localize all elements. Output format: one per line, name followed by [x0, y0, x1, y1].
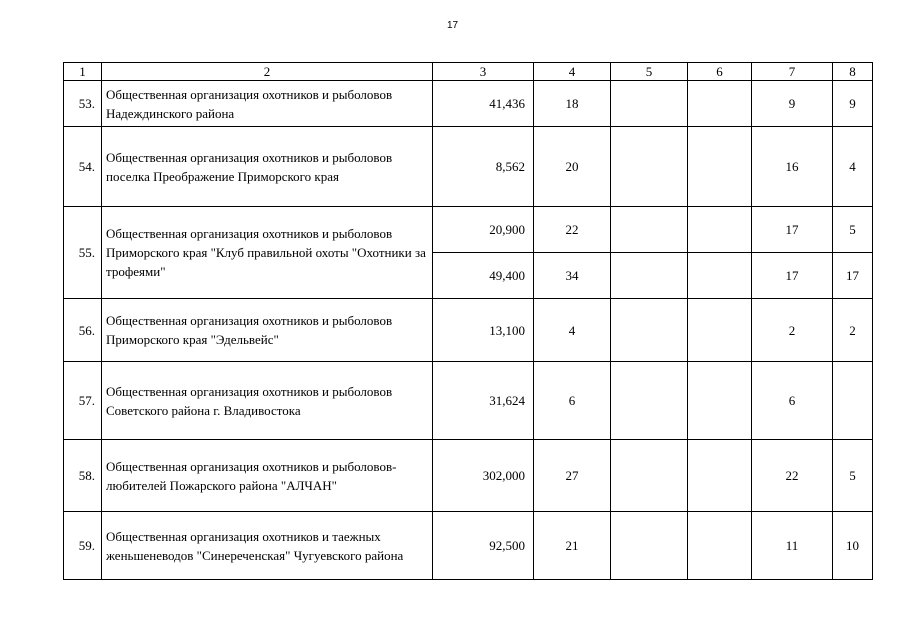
cell-col-7: 2 [752, 299, 833, 362]
cell-col-6 [688, 81, 752, 127]
cell-col-7: 17 [752, 207, 833, 253]
header-cell: 2 [102, 63, 433, 81]
cell-col-3: 302,000 [433, 440, 534, 512]
cell-col-4: 22 [534, 207, 611, 253]
header-cell: 1 [64, 63, 102, 81]
organization-name: Общественная организация охотников и рыболовов Приморского края "Клуб правильной охоты "Охотники за трофеями" [102, 207, 433, 299]
cell-col-4: 27 [534, 440, 611, 512]
organization-name: Общественная организация охотников и рыболовов Советского района г. Владивостока [102, 362, 433, 440]
cell-col-3: 31,624 [433, 362, 534, 440]
cell-col-5 [611, 253, 688, 299]
cell-col-3: 92,500 [433, 512, 534, 580]
cell-col-3: 49,400 [433, 253, 534, 299]
cell-col-6 [688, 440, 752, 512]
row-number: 55. [64, 207, 102, 299]
cell-col-4: 20 [534, 127, 611, 207]
cell-col-5 [611, 440, 688, 512]
cell-col-7: 9 [752, 81, 833, 127]
cell-col-4: 34 [534, 253, 611, 299]
cell-col-5 [611, 512, 688, 580]
cell-col-7: 17 [752, 253, 833, 299]
cell-col-8: 9 [833, 81, 873, 127]
row-number: 56. [64, 299, 102, 362]
table-row [64, 512, 873, 580]
cell-col-7: 16 [752, 127, 833, 207]
cell-col-7: 22 [752, 440, 833, 512]
cell-col-6 [688, 127, 752, 207]
cell-col-3: 8,562 [433, 127, 534, 207]
header-cell: 8 [833, 63, 873, 81]
cell-col-3: 41,436 [433, 81, 534, 127]
cell-col-8: 5 [833, 440, 873, 512]
row-number: 54. [64, 127, 102, 207]
cell-col-8: 5 [833, 207, 873, 253]
organizations-table [63, 62, 873, 580]
table-row [64, 127, 873, 207]
cell-col-8: 10 [833, 512, 873, 580]
header-cell: 5 [611, 63, 688, 81]
cell-col-5 [611, 207, 688, 253]
header-cell: 3 [433, 63, 534, 81]
header-cell: 7 [752, 63, 833, 81]
cell-col-5 [611, 81, 688, 127]
cell-col-3: 20,900 [433, 207, 534, 253]
organization-name: Общественная организация охотников и таежных женьшеневодов "Синереченская" Чугуевского района [102, 512, 433, 580]
table-row [64, 440, 873, 512]
cell-col-8: 4 [833, 127, 873, 207]
cell-col-7: 11 [752, 512, 833, 580]
cell-col-4: 6 [534, 362, 611, 440]
row-number: 53. [64, 81, 102, 127]
cell-col-8 [833, 362, 873, 440]
organization-name: Общественная организация охотников и рыболовов поселка Преображение Приморского края [102, 127, 433, 207]
row-number: 59. [64, 512, 102, 580]
table-row [64, 207, 873, 253]
organization-name: Общественная организация охотников и рыболовов Приморского края "Эдельвейс" [102, 299, 433, 362]
organization-name: Общественная организация охотников и рыболовов-любителей Пожарского района "АЛЧАН" [102, 440, 433, 512]
cell-col-4: 4 [534, 299, 611, 362]
row-number: 58. [64, 440, 102, 512]
cell-col-3: 13,100 [433, 299, 534, 362]
header-cell: 6 [688, 63, 752, 81]
table-row [64, 81, 873, 127]
cell-col-8: 2 [833, 299, 873, 362]
cell-col-6 [688, 512, 752, 580]
table-row [64, 299, 873, 362]
column-number-row [64, 63, 873, 81]
cell-col-4: 21 [534, 512, 611, 580]
cell-col-4: 18 [534, 81, 611, 127]
cell-col-5 [611, 127, 688, 207]
cell-col-7: 6 [752, 362, 833, 440]
cell-col-6 [688, 299, 752, 362]
header-cell: 4 [534, 63, 611, 81]
page-number: 17 [446, 20, 459, 31]
cell-col-5 [611, 362, 688, 440]
organization-name: Общественная организация охотников и рыболовов Надеждинского района [102, 81, 433, 127]
cell-col-6 [688, 362, 752, 440]
table-row [64, 362, 873, 440]
cell-col-6 [688, 207, 752, 253]
cell-col-5 [611, 299, 688, 362]
cell-col-8: 17 [833, 253, 873, 299]
cell-col-6 [688, 253, 752, 299]
row-number: 57. [64, 362, 102, 440]
